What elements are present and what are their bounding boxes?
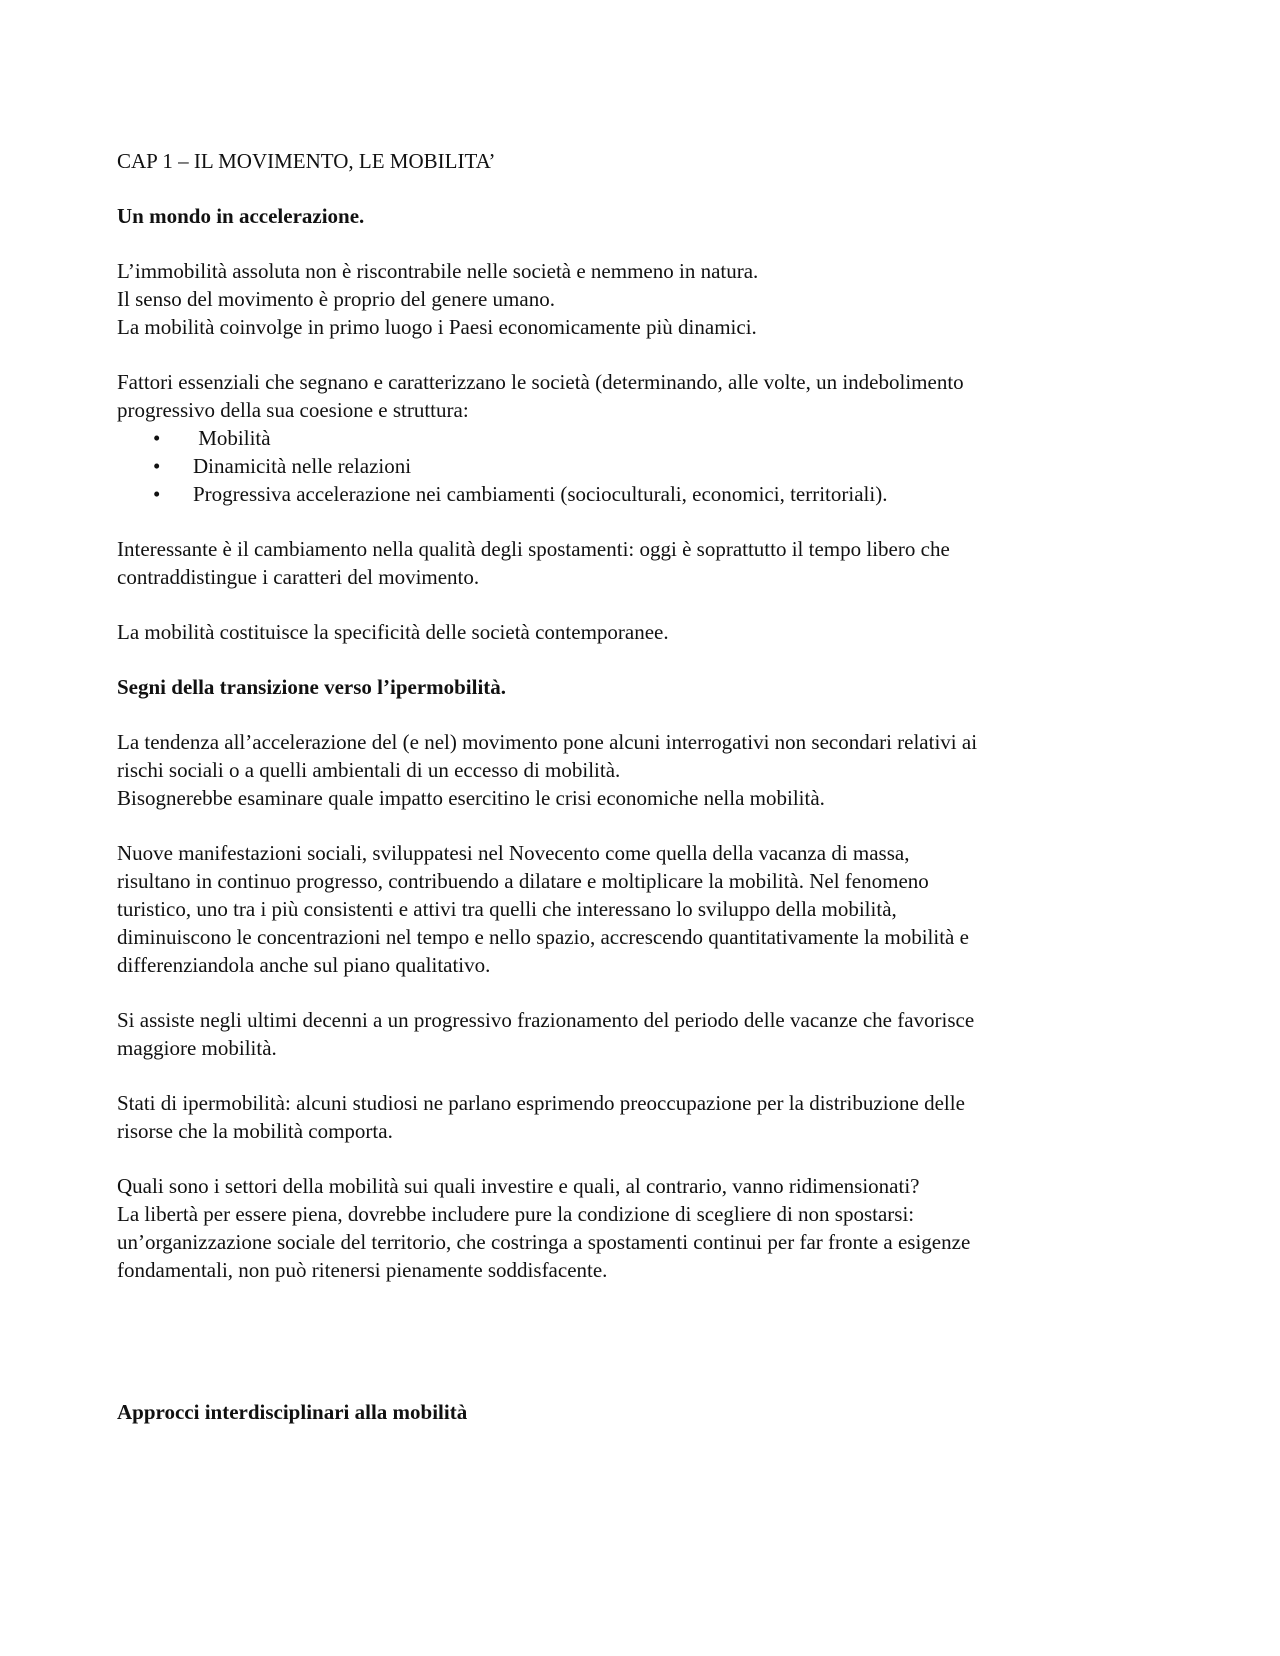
text-line: turistico, uno tra i più consistenti e attivi tra quelli che interessano lo sviluppo della mobilità, (117, 897, 897, 921)
text-line: La mobilità coinvolge in primo luogo i Paesi economicamente più dinamici. (117, 315, 757, 339)
list-item (117, 424, 1167, 452)
text-line: La tendenza all’accelerazione del (e nel) movimento pone alcuni interrogativi non secondari relativi ai (117, 730, 978, 754)
text-line: differenziandola anche sul piano qualitativo. (117, 953, 491, 977)
text-line: Si assiste negli ultimi decenni a un progressivo frazionamento del periodo delle vacanze che favorisce (117, 1008, 975, 1032)
paragraph-specificita (117, 618, 1167, 646)
text-line: La mobilità costituisce la specificità delle società contemporanee. (117, 620, 669, 644)
text-line: L’immobilità assoluta non è riscontrabile nelle società e nemmeno in natura. (117, 259, 759, 283)
text-line: risorse che la mobilità comporta. (117, 1119, 393, 1143)
list-item (117, 452, 1167, 480)
list-item-text: Progressiva accelerazione nei cambiamenti (socioculturali, economici, territoriali). (193, 482, 888, 506)
text-line: La libertà per essere piena, dovrebbe includere pure la condizione di scegliere di non spostarsi: (117, 1202, 915, 1226)
list-item-text: Mobilità (193, 426, 271, 450)
paragraph-fattori (117, 368, 1167, 424)
document-body (117, 147, 1167, 1284)
paragraph-immobilita (117, 257, 1167, 341)
paragraph-tendenza (117, 728, 1167, 812)
bullet-marker: • (153, 482, 161, 506)
section-heading-ipermobilita: Segni della transizione verso l’ipermobilità. (117, 675, 507, 699)
list-item (117, 480, 1167, 508)
section-heading-approcci: Approcci interdisciplinari alla mobilità (117, 1400, 468, 1424)
paragraph-settori (117, 1172, 1167, 1284)
text-line: rischi sociali o a quelli ambientali di un eccesso di mobilità. (117, 758, 621, 782)
bullet-marker: • (153, 426, 161, 450)
paragraph-stati-ipermobilita (117, 1089, 1167, 1145)
text-line: diminuiscono le concentrazioni nel tempo e nello spazio, accrescendo quantitativamente la mobilità e (117, 925, 969, 949)
paragraph-qualita-spostamenti (117, 535, 1167, 591)
text-line: progressivo della sua coesione e struttura: (117, 398, 469, 422)
chapter-title: CAP 1 – IL MOVIMENTO, LE MOBILITA’ (117, 149, 496, 173)
paragraph-nuove-manifestazioni (117, 839, 1167, 979)
text-line: Interessante è il cambiamento nella qualità degli spostamenti: oggi è soprattutto il tempo libero che (117, 537, 950, 561)
text-line: contraddistingue i caratteri del movimento. (117, 565, 480, 589)
text-line: Bisognerebbe esaminare quale impatto esercitino le crisi economiche nella mobilità. (117, 786, 825, 810)
paragraph-frazionamento (117, 1006, 1167, 1062)
text-line: risultano in continuo progresso, contribuendo a dilatare e moltiplicare la mobilità. Nel fenomeno (117, 869, 929, 893)
bullet-marker: • (153, 454, 161, 478)
text-line: Nuove manifestazioni sociali, sviluppatesi nel Novecento come quella della vacanza di massa, (117, 841, 910, 865)
text-line: Fattori essenziali che segnano e caratterizzano le società (determinando, alle volte, un indebolimento (117, 370, 964, 394)
list-item-text: Dinamicità nelle relazioni (193, 454, 412, 478)
text-line: maggiore mobilità. (117, 1036, 277, 1060)
text-line: Stati di ipermobilità: alcuni studiosi ne parlano esprimendo preoccupazione per la distribuzione delle (117, 1091, 965, 1115)
text-line: Quali sono i settori della mobilità sui quali investire e quali, al contrario, vanno ridimensionati? (117, 1174, 920, 1198)
section-heading-accelerazione: Un mondo in accelerazione. (117, 204, 365, 228)
text-line: Il senso del movimento è proprio del genere umano. (117, 287, 555, 311)
factors-list (117, 424, 1167, 508)
text-line: un’organizzazione sociale del territorio, che costringa a spostamenti continui per far fronte a esigenze (117, 1230, 971, 1254)
text-line: fondamentali, non può ritenersi pienamente soddisfacente. (117, 1258, 608, 1282)
